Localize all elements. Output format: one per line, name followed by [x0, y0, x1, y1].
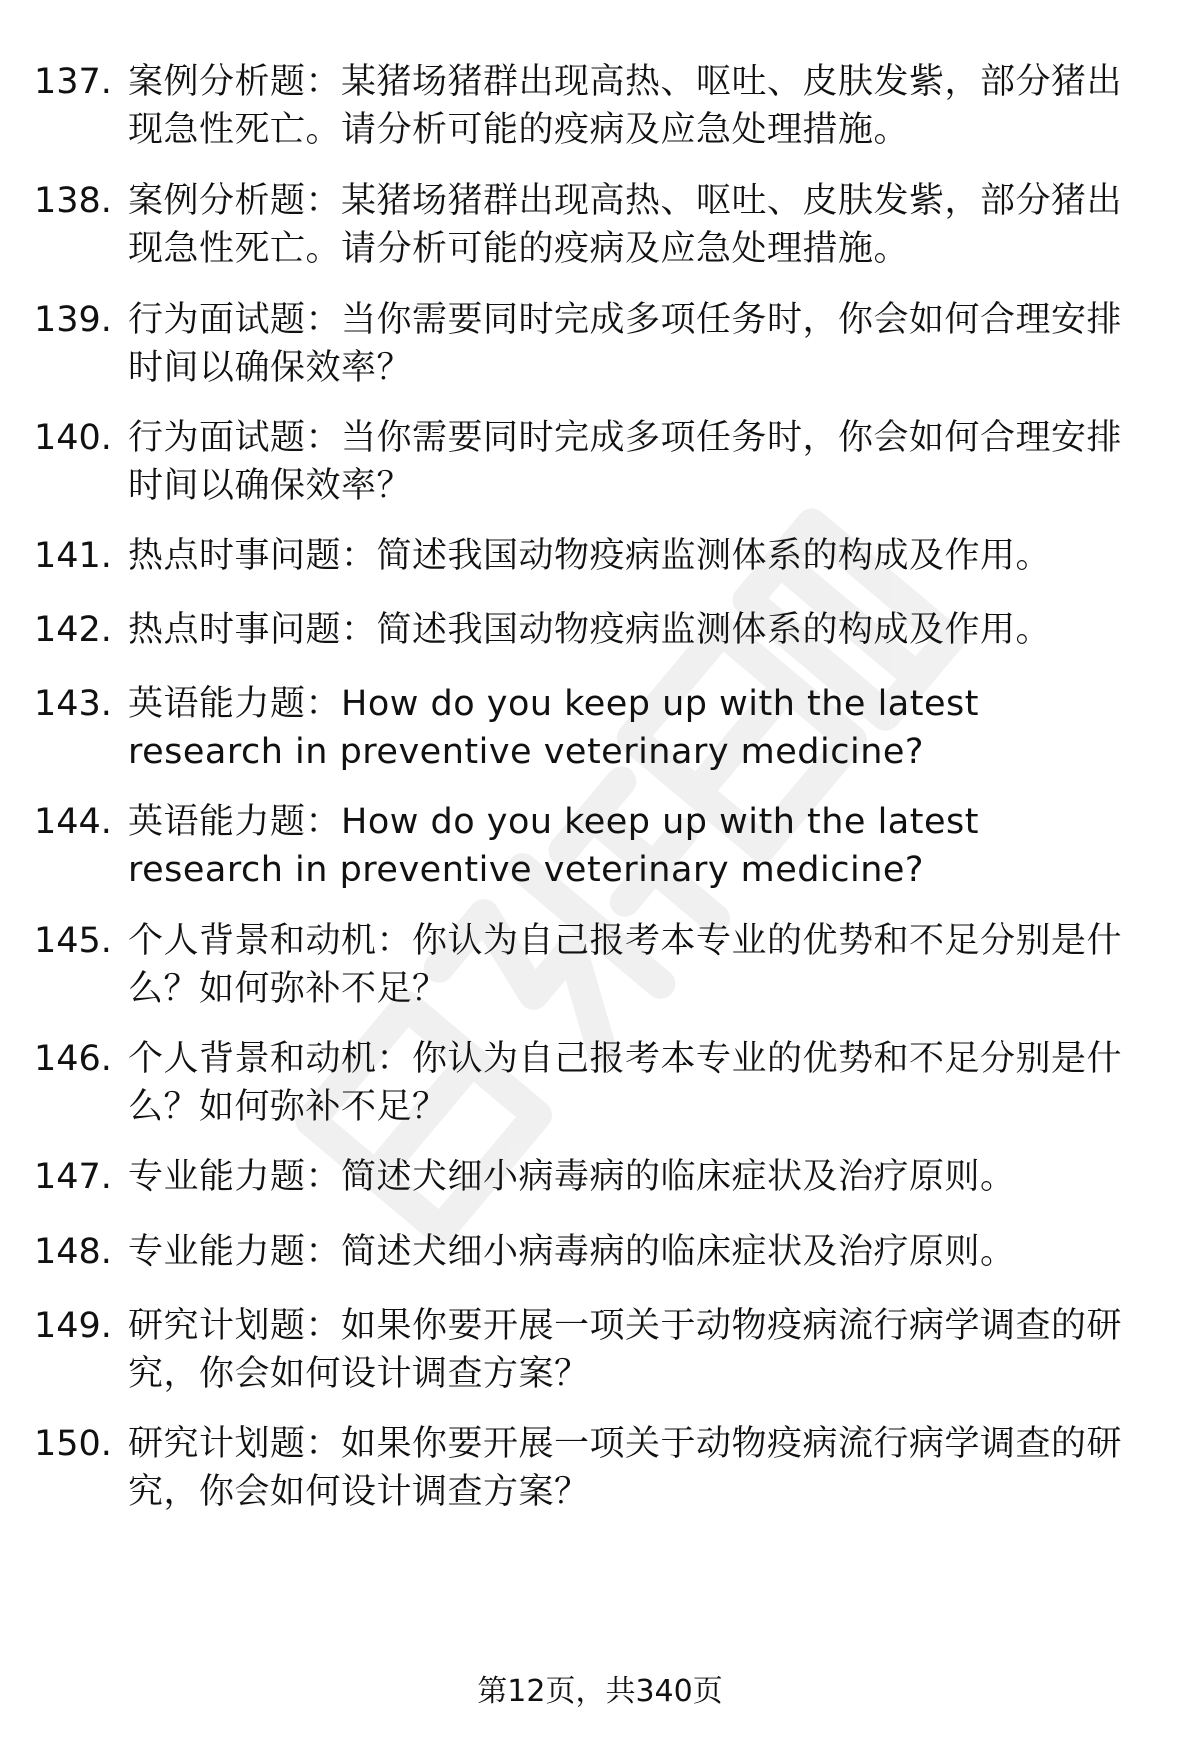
question-text: 专业能力题：简述犬细小病毒病的临床症状及治疗原则。: [128, 1157, 1016, 1197]
question-text: 个人背景和动机：你认为自己报考本专业的优势和不足分别是什么？如何弥补不足？: [128, 921, 1123, 1009]
question-text: 热点时事问题：简述我国动物疫病监测体系的构成及作用。: [128, 536, 1052, 576]
question-text: 专业能力题：简述犬细小病毒病的临床症状及治疗原则。: [128, 1232, 1016, 1272]
question-number: 141.: [34, 536, 112, 576]
question-number: 143.: [34, 684, 112, 724]
question-item: [34, 1228, 1164, 1276]
question-number: 149.: [34, 1306, 112, 1346]
question-item: [34, 917, 1164, 1013]
question-number: 137.: [34, 62, 112, 102]
question-item: [34, 1153, 1164, 1201]
question-item: [34, 1302, 1164, 1398]
question-number: 138.: [34, 181, 112, 221]
question-item: [34, 296, 1164, 392]
question-number: 148.: [34, 1232, 112, 1272]
page-number-footer: 第12页，共340页: [477, 1674, 723, 1709]
question-item: [34, 1035, 1164, 1131]
question-number: 145.: [34, 921, 112, 961]
question-text: 热点时事问题：简述我国动物疫病监测体系的构成及作用。: [128, 610, 1052, 650]
question-item: [34, 606, 1164, 654]
question-text: 行为面试题：当你需要同时完成多项任务时，你会如何合理安排时间以确保效率？: [128, 300, 1123, 388]
question-text: 案例分析题：某猪场猪群出现高热、呕吐、皮肤发紫，部分猪出现急性死亡。请分析可能的疫病及应急处理措施。: [128, 62, 1123, 150]
question-number: 139.: [34, 300, 112, 340]
question-number: 150.: [34, 1424, 112, 1464]
question-number: 142.: [34, 610, 112, 650]
question-item: [34, 798, 1164, 894]
question-item: [34, 177, 1164, 273]
question-number: 140.: [34, 418, 112, 458]
question-number: 146.: [34, 1039, 112, 1079]
question-item: [34, 414, 1164, 510]
question-item: [34, 532, 1164, 580]
question-item: [34, 680, 1164, 776]
question-text: 英语能力题：How do you keep up with the latest research in preventive veterinary medicine?: [128, 684, 979, 772]
question-text: 研究计划题：如果你要开展一项关于动物疫病流行病学调查的研究，你会如何设计调查方案？: [128, 1424, 1123, 1512]
question-text: 案例分析题：某猪场猪群出现高热、呕吐、皮肤发紫，部分猪出现急性死亡。请分析可能的疫病及应急处理措施。: [128, 181, 1123, 269]
question-text: 英语能力题：How do you keep up with the latest research in preventive veterinary medicine?: [128, 802, 979, 890]
question-number: 144.: [34, 802, 112, 842]
question-item: [34, 58, 1164, 154]
question-text: 个人背景和动机：你认为自己报考本专业的优势和不足分别是什么？如何弥补不足？: [128, 1039, 1123, 1127]
question-item: [34, 1420, 1164, 1516]
question-text: 研究计划题：如果你要开展一项关于动物疫病流行病学调查的研究，你会如何设计调查方案？: [128, 1306, 1123, 1394]
question-text: 行为面试题：当你需要同时完成多项任务时，你会如何合理安排时间以确保效率？: [128, 418, 1123, 506]
question-number: 147.: [34, 1157, 112, 1197]
